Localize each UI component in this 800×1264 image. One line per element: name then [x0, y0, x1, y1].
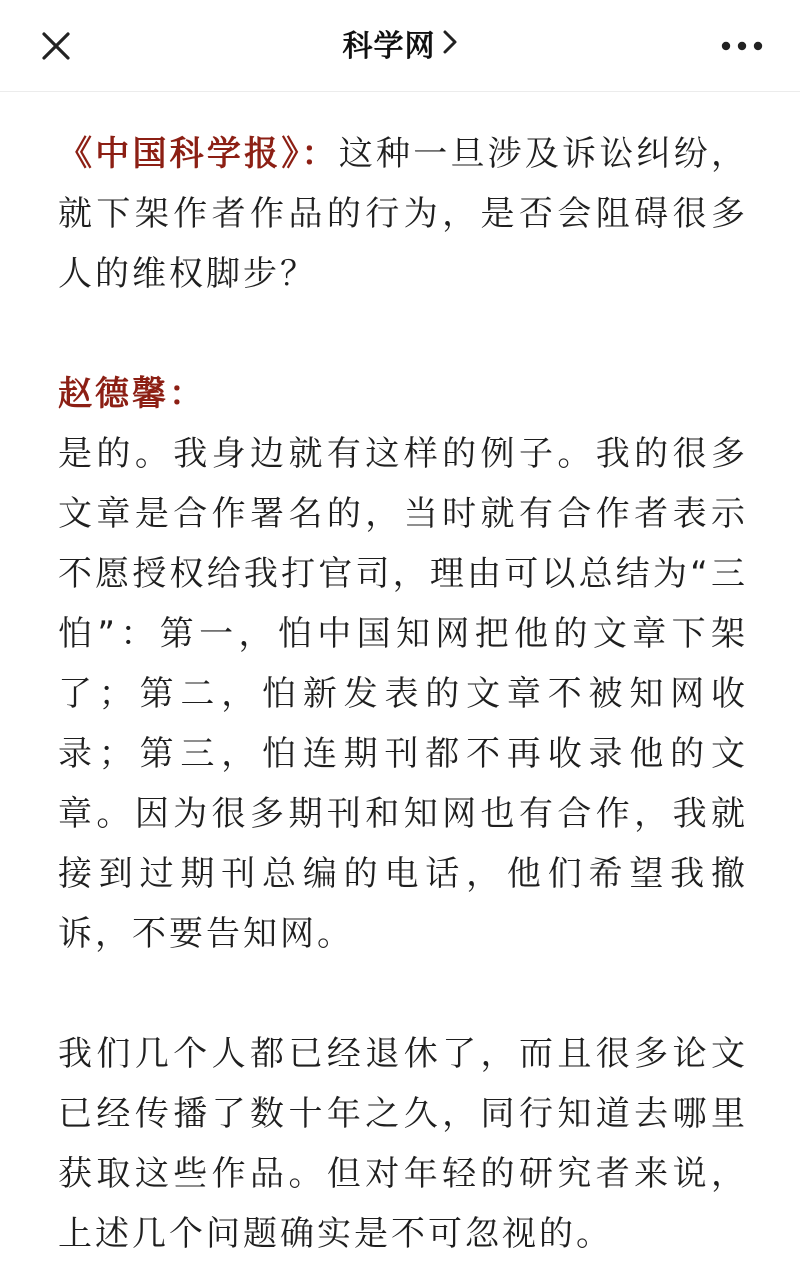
- interviewee-label: 赵德馨：: [58, 374, 206, 414]
- page-title: 科学网: [342, 29, 436, 64]
- question-paragraph: [58, 124, 748, 304]
- interviewer-label: 《中国科学报》：: [58, 134, 339, 174]
- interviewee-line: [58, 364, 748, 424]
- question-text: 这种一旦涉及诉讼纠纷，就下架作者作品的行为，是否会阻碍很多人的维权脚步？: [58, 134, 749, 294]
- more-options-button[interactable]: [720, 30, 764, 62]
- article-body: [58, 124, 748, 1264]
- more-horizontal-icon: [720, 30, 764, 62]
- account-title-link[interactable]: [0, 27, 800, 67]
- paragraph-gap: [58, 304, 748, 364]
- paragraph-gap: [58, 964, 748, 1024]
- top-navigation-bar: [0, 0, 800, 92]
- chevron-right-icon: [442, 26, 458, 66]
- answer-paragraph: 是的。我身边就有这样的例子。我的很多文章是合作署名的，当时就有合作者表示不愿授权给我打官司，理由可以总结为“三怕”：第一，怕中国知网把他的文章下架了；第二，怕新发表的文章不被知网收录；第三，怕连期刊都不再收录他的文章。因为很多期刊和知网也有合作，我就接到过期刊总编的电话，他们希望我撤诉，不要告知网。: [58, 434, 748, 954]
- answer-paragraph-2: 我们几个人都已经退休了，而且很多论文已经传播了数十年之久，同行知道去哪里获取这些作品。但对年轻的研究者来说，上述几个问题确实是不可忽视的。: [58, 1034, 748, 1254]
